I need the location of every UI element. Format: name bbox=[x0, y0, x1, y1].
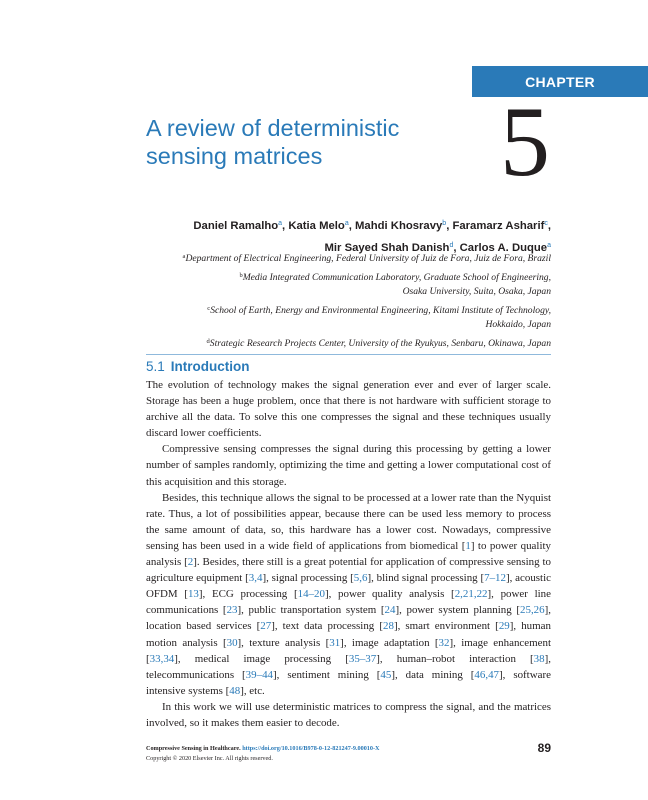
chapter-title-line-2: sensing matrices bbox=[146, 143, 323, 169]
citation-link[interactable]: 7–12 bbox=[484, 572, 506, 585]
affiliation-line: Hokkaido, Japan bbox=[485, 318, 551, 330]
citation-link[interactable]: 32 bbox=[438, 636, 450, 649]
body-paragraph bbox=[146, 490, 551, 699]
body-text-run: ], power line communications [ bbox=[146, 588, 551, 617]
affiliation bbox=[91, 335, 551, 350]
citation-link[interactable]: 31 bbox=[329, 636, 341, 649]
body-paragraph bbox=[146, 699, 551, 731]
citation-link[interactable]: 25,26 bbox=[520, 604, 545, 617]
citation-link[interactable]: 27 bbox=[260, 620, 272, 633]
citation-link[interactable]: 38 bbox=[533, 652, 545, 665]
chapter-number: 5 bbox=[500, 86, 550, 197]
affiliation-line: $^b$Media Integrated Communication Laboratory, Graduate School of Engineering, bbox=[239, 272, 551, 284]
author-name: Faramarz Asharif bbox=[452, 220, 545, 232]
body-text-run: ], acoustic OFDM [ bbox=[146, 572, 551, 601]
body-text-run: ], human motion analysis [ bbox=[146, 620, 551, 649]
section-heading bbox=[146, 358, 250, 376]
body-text-run: ], ECG processing [ bbox=[198, 588, 298, 601]
author-name: Daniel Ramalho bbox=[193, 220, 279, 232]
citation-link[interactable]: 46,47 bbox=[474, 668, 499, 681]
affiliation-line: Osaka University, Suita, Osaka, Japan bbox=[402, 285, 551, 297]
citation-link[interactable]: 30 bbox=[226, 636, 238, 649]
citation-link[interactable]: 14–20 bbox=[297, 588, 325, 601]
body-text-run: ] to power quality analysis [ bbox=[146, 539, 551, 569]
author-affiliation-mark: d bbox=[449, 242, 454, 249]
page-number: 89 bbox=[537, 741, 551, 755]
body-text-run: ], data mining [ bbox=[391, 668, 475, 681]
author-line-comma: , bbox=[547, 220, 551, 232]
body-text-run: ], power quality analysis [ bbox=[324, 588, 455, 601]
body-text-run: ], medical image processing [ bbox=[174, 652, 349, 665]
citation-link[interactable]: 24 bbox=[384, 604, 396, 617]
body-text-run: ], image enhancement [ bbox=[146, 636, 551, 665]
body-text-run: ], text data processing [ bbox=[271, 620, 383, 633]
citation-link[interactable]: 48 bbox=[229, 684, 241, 697]
affiliation bbox=[91, 269, 551, 298]
author-name: Katia Melo bbox=[288, 220, 345, 232]
body-text-run: ], telecommunications [ bbox=[146, 652, 551, 681]
doi-link[interactable]: https://doi.org/10.1016/B978-0-12-821247-9.00010-X bbox=[242, 745, 380, 752]
author-name: Mir Sayed Shah Danish bbox=[324, 242, 450, 254]
affiliation-line: $^c$School of Earth, Energy and Environmental Engineering, Kitami Institute of Technology, bbox=[207, 305, 551, 317]
affiliation bbox=[91, 250, 551, 265]
body-text bbox=[146, 377, 551, 731]
body-text-run: The evolution of technology makes the signal generation ever and ever of larger scale. Storage has been a huge problem, once that there is not hardware with sufficient storage to archive all the data. To solve this one compresses the signal and these techniques usually discard lower coefficients. bbox=[146, 379, 551, 440]
author-line-2: Mir Sayed Shah Danish$^d$, Carlos A. Duque$^a$ bbox=[324, 242, 551, 254]
author-name: Mahdi Khosravy bbox=[355, 220, 443, 232]
affiliation bbox=[91, 302, 551, 331]
citation-link[interactable]: 3,4 bbox=[248, 572, 263, 585]
citation-link[interactable]: 1 bbox=[465, 539, 471, 552]
body-text-run: ], smart environment [ bbox=[393, 620, 499, 633]
chapter-label: CHAPTER bbox=[472, 66, 648, 97]
citation-link[interactable]: 2,21,22 bbox=[454, 588, 488, 601]
author-line-1: Daniel Ramalho$^a$, Katia Melo$^a$, Mahdi Khosravy$^b$, Faramarz Asharif$^c$, bbox=[193, 220, 551, 232]
section-divider bbox=[146, 354, 551, 355]
author-affiliation-mark: c bbox=[544, 220, 548, 227]
affiliation-line: $^d$Strategic Research Projects Center, University of the Ryukyus, Senbaru, Okinawa, Japan bbox=[206, 338, 551, 350]
body-paragraph bbox=[146, 441, 551, 489]
citation-link[interactable]: 35–37 bbox=[348, 652, 377, 665]
body-paragraph bbox=[146, 377, 551, 441]
citation-link[interactable]: 33,34 bbox=[149, 652, 175, 665]
citation-link[interactable]: 45 bbox=[380, 668, 392, 681]
citation-link[interactable]: 2 bbox=[187, 556, 194, 569]
body-text-run: ], image adaptation [ bbox=[340, 636, 439, 649]
body-text-run: Compressive sensing compresses the signal during this processing by getting a lower number of samples randomly, optimizing the time and getting a lower computational cost of this acquisition and this storage. bbox=[146, 443, 551, 488]
chapter-title bbox=[146, 114, 476, 170]
body-text-run: ], signal processing [ bbox=[262, 572, 354, 585]
author-affiliation-mark: a bbox=[547, 242, 551, 249]
citation-link[interactable]: 5,6 bbox=[353, 572, 368, 585]
affiliation-line: $^a$Department of Electrical Engineering, Federal University of Juiz de Fora, Juiz de Fora, Brazil bbox=[182, 253, 551, 264]
body-text-run: ], blind signal processing [ bbox=[367, 572, 485, 585]
section-title: Introduction bbox=[170, 359, 250, 374]
copyright-notice: Copyright © 2020 Elsevier Inc. All rights reserved. bbox=[146, 754, 273, 762]
citation-link[interactable]: 23 bbox=[226, 604, 238, 617]
body-text-run: ], texture analysis [ bbox=[237, 636, 330, 649]
book-title: Compressive Sensing in Healthcare. bbox=[146, 745, 241, 752]
affiliation-mark: a bbox=[182, 253, 186, 260]
body-text-run: ], software intensive systems [ bbox=[146, 668, 551, 697]
citation-link[interactable]: 39–44 bbox=[245, 668, 274, 681]
citation-link[interactable]: 28 bbox=[383, 620, 394, 633]
citation-link[interactable]: 29 bbox=[498, 620, 510, 633]
body-text-run: ]. Besides, there still is a great potential for application of compressive sensing to agriculture equipment [ bbox=[146, 556, 551, 585]
affiliation-mark: d bbox=[206, 338, 210, 346]
page-footer bbox=[146, 744, 446, 763]
body-text-run: In this work we will use deterministic matrices to compress the signal, and the matrices involved, so it makes them easier to decode. bbox=[146, 700, 551, 729]
citation-link[interactable]: 13 bbox=[187, 588, 199, 601]
author-affiliation-mark: a bbox=[278, 220, 283, 227]
affiliation-list bbox=[91, 250, 551, 350]
affiliation-mark: c bbox=[207, 305, 211, 313]
author-affiliation-mark: b bbox=[442, 220, 447, 227]
affiliation-mark: b bbox=[239, 272, 243, 280]
author-name: Carlos A. Duque bbox=[459, 242, 548, 254]
chapter-title-line-1: A review of deterministic bbox=[146, 115, 400, 141]
body-text-run: ], location based services [ bbox=[146, 604, 551, 633]
body-text-run: ], etc. bbox=[240, 684, 265, 697]
body-text-run: Besides, this technique allows the signal to be processed at a lower rate than the Nyquist rate. Thus, a lot of possibilities appear, because there can be used less memory to process the same amount of data, so, this hardware has a lower cost. Nowadays, compressive sensing has been used in a wide field of applications from biomedical [ bbox=[146, 491, 551, 552]
body-text-run: ], sentiment mining [ bbox=[273, 668, 381, 681]
author-affiliation-mark: a bbox=[344, 220, 349, 227]
footer-citation bbox=[146, 744, 446, 754]
body-text-run: ], public transportation system [ bbox=[237, 604, 385, 617]
section-number: 5.1 bbox=[146, 359, 165, 374]
body-text-run: ], human–robot interaction [ bbox=[376, 652, 534, 665]
body-text-run: ], power system planning [ bbox=[395, 604, 520, 617]
